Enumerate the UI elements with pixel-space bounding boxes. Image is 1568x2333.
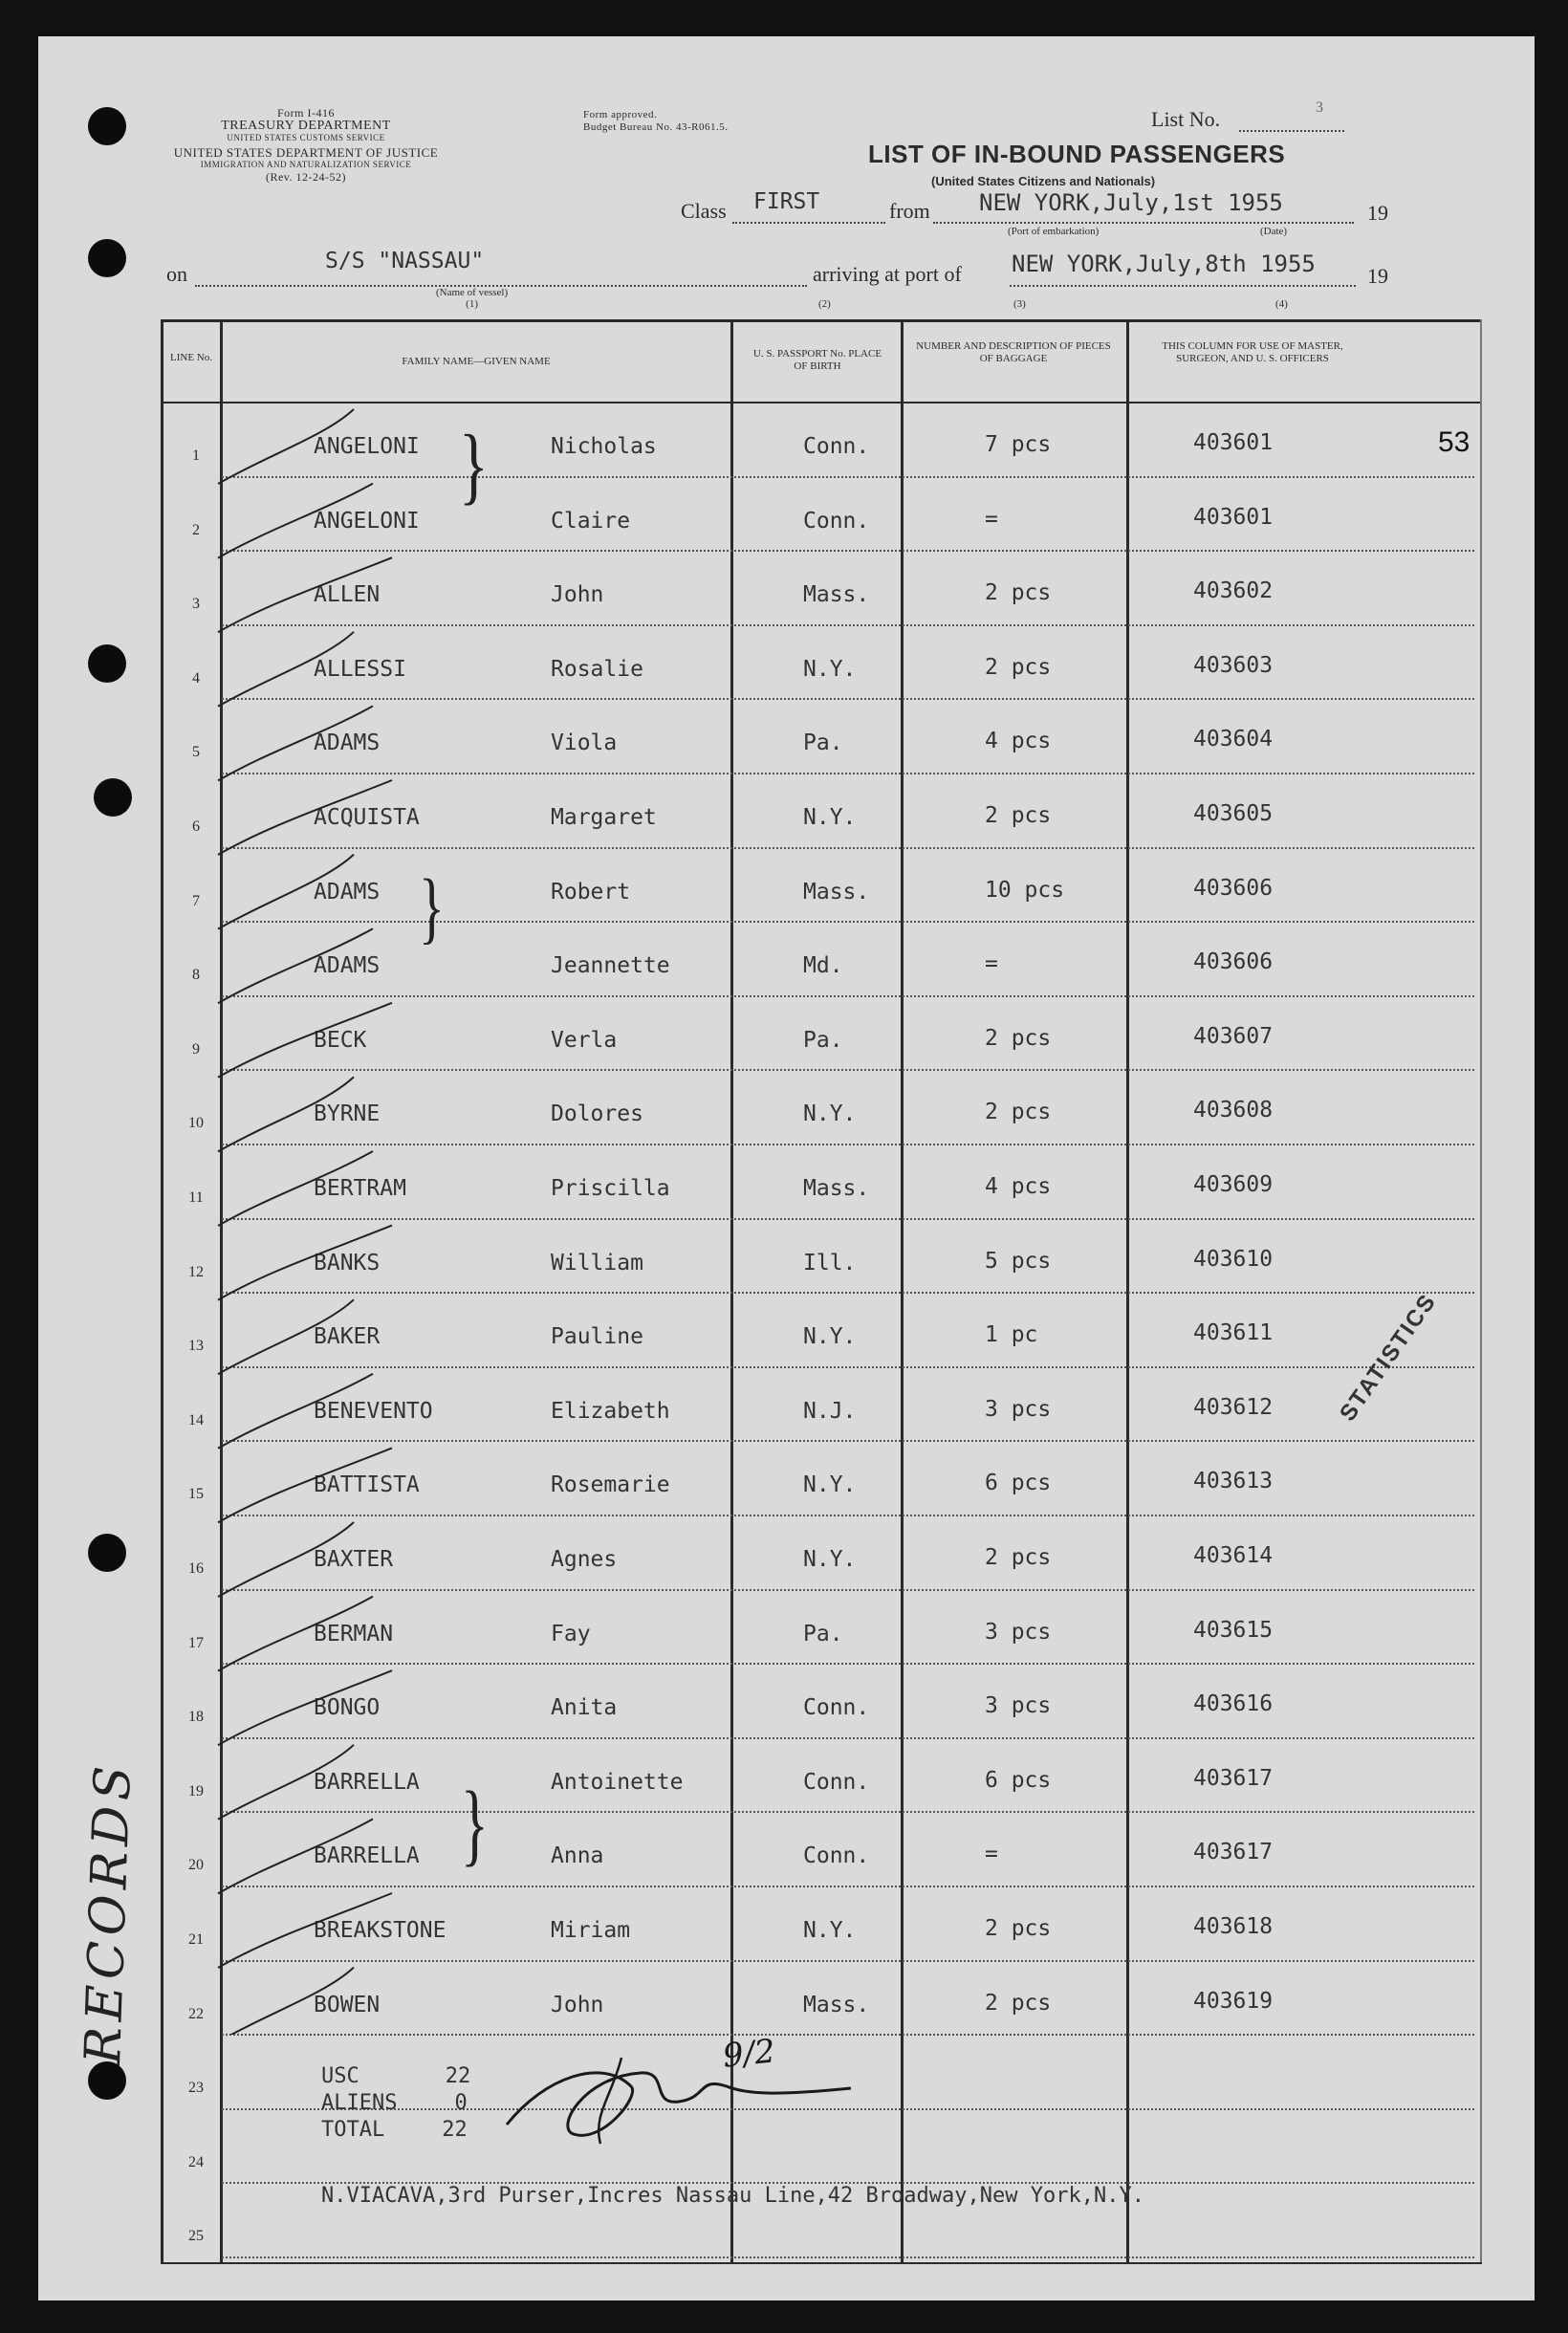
column-four-marker: (4): [1275, 298, 1288, 310]
passenger-given-name: Margaret: [551, 805, 657, 830]
passenger-birthplace: N.Y.: [803, 805, 857, 830]
check-mark: [218, 780, 392, 855]
statistics-stamp: STATISTICS: [1335, 1288, 1442, 1427]
binder-hole: [88, 644, 126, 683]
table-right-border: [1480, 319, 1482, 2264]
passenger-family-name: ADAMS: [314, 879, 381, 905]
col-header-passport: U. S. PASSPORT No. PLACE OF BIRTH: [752, 348, 882, 372]
passenger-given-name: Elizabeth: [551, 1398, 670, 1424]
table-top-border: [163, 319, 1482, 322]
binder-hole: [88, 239, 126, 277]
total-value: 22: [442, 2118, 468, 2142]
check-marks: [210, 390, 555, 2035]
manifest-sheet: [38, 36, 1535, 2300]
passenger-baggage: 4 pcs: [985, 1174, 1052, 1199]
passenger-baggage: 1 pc: [985, 1322, 1038, 1348]
check-mark: [218, 1299, 354, 1374]
passenger-baggage: 2 pcs: [985, 654, 1052, 680]
passenger-ref-number: 403608: [1193, 1098, 1274, 1123]
row-line-number: 16: [188, 1560, 204, 1577]
passenger-given-name: Claire: [551, 508, 631, 534]
passenger-family-name: ADAMS: [314, 730, 381, 756]
page-number: 53: [1438, 426, 1470, 458]
row-line-number: 19: [188, 1782, 204, 1799]
form-approval: [583, 109, 728, 134]
check-mark: [218, 1226, 392, 1300]
officer-signature: [488, 2039, 889, 2153]
passenger-given-name: Anna: [551, 1843, 604, 1869]
check-mark: [218, 484, 373, 558]
passenger-family-name: BENEVENTO: [314, 1398, 433, 1424]
passenger-family-name: ALLEN: [314, 582, 381, 608]
row-line-number: 10: [188, 1115, 204, 1132]
usc-value: 22: [445, 2064, 471, 2088]
passenger-ref-number: 403611: [1193, 1320, 1274, 1346]
passenger-ref-number: 403614: [1193, 1543, 1274, 1568]
list-no-field: [1239, 122, 1344, 132]
binder-hole: [88, 1534, 126, 1572]
passenger-ref-number: 403613: [1193, 1469, 1274, 1494]
passenger-family-name: BAKER: [314, 1324, 381, 1350]
passenger-family-name: BERTRAM: [314, 1176, 406, 1201]
check-mark: [218, 1597, 373, 1671]
passenger-given-name: Rosemarie: [551, 1472, 670, 1498]
vessel-caption-text: (Name of vessel): [436, 287, 509, 298]
passenger-given-name: William: [551, 1250, 643, 1276]
check-mark: [218, 1968, 354, 2035]
passenger-ref-number: 403609: [1193, 1172, 1274, 1197]
passenger-birthplace: N.Y.: [803, 1324, 857, 1350]
passenger-ref-number: 403606: [1193, 949, 1274, 975]
check-mark: [218, 1745, 354, 1820]
fraction-note: 9/2: [721, 2032, 777, 2076]
passenger-ref-number: 403601: [1193, 430, 1274, 455]
arriving-label: arriving at port of: [813, 262, 962, 286]
row-line-number: 23: [188, 2080, 204, 2097]
passenger-family-name: ADAMS: [314, 953, 381, 979]
passenger-given-name: Agnes: [551, 1547, 618, 1572]
totals-block: [321, 2063, 470, 2144]
row-line-number: 24: [188, 2153, 204, 2170]
vessel-caption: [436, 287, 508, 310]
passenger-family-name: BYRNE: [314, 1101, 381, 1127]
passenger-given-name: Pauline: [551, 1324, 643, 1350]
passenger-family-name: BATTISTA: [314, 1472, 420, 1498]
passenger-birthplace: Mass.: [803, 879, 870, 905]
passenger-birthplace: N.Y.: [803, 1101, 857, 1127]
passenger-given-name: Fay: [551, 1621, 591, 1646]
check-mark: [218, 1077, 354, 1151]
row-line-number: 18: [188, 1709, 204, 1726]
row-line-number: 20: [188, 1857, 204, 1874]
passenger-given-name: John: [551, 582, 604, 608]
passenger-ref-number: 403619: [1193, 1988, 1274, 2014]
passenger-given-name: Robert: [551, 879, 631, 905]
passenger-baggage: 4 pcs: [985, 729, 1052, 754]
row-line-number: 3: [192, 596, 200, 613]
arriving-field: [1010, 281, 1356, 287]
budget-number: Budget Bureau No. 43-R061.5.: [583, 121, 729, 133]
totals-aliens: [321, 2090, 470, 2117]
check-mark: [218, 1893, 392, 1968]
passenger-birthplace: Conn.: [803, 434, 870, 459]
class-value: FIRST: [753, 189, 820, 214]
row-line-number: 4: [192, 669, 200, 687]
from-value: NEW YORK,July,1st 1955: [979, 189, 1283, 216]
row-line-number: 21: [188, 1931, 204, 1948]
passenger-birthplace: Conn.: [803, 1843, 870, 1869]
row-line-number: 25: [188, 2228, 204, 2245]
col-header-name: FAMILY NAME—GIVEN NAME: [402, 356, 551, 367]
passenger-baggage: 3 pcs: [985, 1693, 1052, 1719]
check-mark: [218, 632, 354, 707]
row-line-number: 7: [192, 892, 200, 909]
passenger-family-name: ANGELONI: [314, 508, 420, 534]
form-number: Form I-416: [277, 106, 335, 120]
from-field: [933, 218, 1354, 224]
passenger-given-name: Anita: [551, 1695, 618, 1721]
totals-usc: [321, 2063, 470, 2090]
family-brace: }: [459, 417, 489, 512]
passenger-given-name: John: [551, 1992, 604, 2017]
passenger-birthplace: Mass.: [803, 1992, 870, 2017]
form-approved: Form approved.: [583, 109, 658, 120]
passenger-birthplace: Mass.: [803, 1176, 870, 1201]
passenger-birthplace: Ill.: [803, 1250, 857, 1276]
check-mark: [218, 855, 354, 929]
passenger-family-name: BECK: [314, 1027, 367, 1053]
passenger-baggage: 2 pcs: [985, 580, 1052, 606]
binder-hole: [88, 107, 126, 145]
passenger-family-name: BOWEN: [314, 1992, 381, 2017]
passenger-given-name: Viola: [551, 730, 618, 756]
row-line-number: 12: [188, 1263, 204, 1280]
document-subtitle: (United States Citizens and Nationals): [931, 174, 1156, 188]
row-line-number: 14: [188, 1411, 204, 1428]
passenger-baggage: 10 pcs: [985, 877, 1065, 903]
passenger-birthplace: N.Y.: [803, 656, 857, 682]
passenger-birthplace: N.Y.: [803, 1918, 857, 1943]
passenger-ref-number: 403601: [1193, 504, 1274, 530]
passenger-given-name: Nicholas: [551, 434, 657, 459]
col-header-line: LINE No.: [170, 352, 212, 363]
date-caption: (Date): [1260, 226, 1288, 237]
check-mark: [218, 1151, 373, 1226]
passenger-given-name: Miriam: [551, 1918, 631, 1943]
row-line-number: 13: [188, 1338, 204, 1355]
customs-service: UNITED STATES CUSTOMS SERVICE: [227, 133, 385, 142]
row-line-number: 9: [192, 1040, 200, 1057]
passenger-birthplace: Pa.: [803, 730, 843, 756]
passenger-birthplace: Pa.: [803, 1027, 843, 1053]
binder-hole: [94, 778, 132, 817]
row-line-number: 2: [192, 521, 200, 538]
passenger-birthplace: Conn.: [803, 1695, 870, 1721]
check-mark: [218, 1448, 392, 1522]
totals-total: [321, 2117, 470, 2144]
passenger-birthplace: N.Y.: [803, 1472, 857, 1498]
treasury-dept: TREASURY DEPARTMENT: [221, 119, 391, 133]
passenger-ref-number: 403615: [1193, 1617, 1274, 1643]
usc-label: USC: [321, 2064, 359, 2088]
row-divider: [222, 2257, 1474, 2258]
passenger-family-name: BREAKSTONE: [314, 1918, 446, 1943]
class-label: Class: [681, 199, 727, 223]
passenger-birthplace: Conn.: [803, 1769, 870, 1795]
from-year-suffix: 19: [1367, 201, 1388, 225]
passenger-given-name: Antoinette: [551, 1769, 684, 1795]
passenger-ref-number: 403617: [1193, 1765, 1274, 1791]
binder-hole: [88, 2061, 126, 2100]
passenger-baggage: 6 pcs: [985, 1471, 1052, 1496]
check-mark: [218, 706, 373, 780]
passenger-ref-number: 403604: [1193, 727, 1274, 752]
passenger-given-name: Jeannette: [551, 953, 670, 979]
passenger-family-name: BARRELLA: [314, 1843, 420, 1869]
form-header-left: [172, 107, 440, 184]
ins-service: IMMIGRATION AND NATURALIZATION SERVICE: [200, 160, 412, 169]
row-line-number: 15: [188, 1486, 204, 1503]
aliens-value: 0: [454, 2091, 468, 2115]
check-mark: [218, 1374, 373, 1449]
passenger-baggage: 5 pcs: [985, 1248, 1052, 1274]
document-title: LIST OF IN-BOUND PASSENGERS: [868, 140, 1286, 168]
passenger-baggage: 3 pcs: [985, 1396, 1052, 1422]
row-line-number: 6: [192, 818, 200, 835]
passenger-baggage: 2 pcs: [985, 1025, 1052, 1051]
passenger-ref-number: 403610: [1193, 1246, 1274, 1272]
list-no-label: List No.: [1151, 107, 1221, 131]
row-line-number: 11: [188, 1189, 204, 1206]
passenger-birthplace: Md.: [803, 953, 843, 979]
passenger-family-name: BARRELLA: [314, 1769, 420, 1795]
passenger-birthplace: N.Y.: [803, 1547, 857, 1572]
family-brace: }: [419, 863, 445, 953]
passenger-ref-number: 403612: [1193, 1394, 1274, 1420]
passenger-baggage: =: [985, 1842, 998, 1867]
check-mark: [218, 1003, 392, 1078]
total-label: TOTAL: [321, 2118, 385, 2142]
table-bottom-border: [163, 2262, 1482, 2264]
passenger-given-name: Priscilla: [551, 1176, 670, 1201]
row-line-number: 17: [188, 1634, 204, 1651]
passenger-ref-number: 403603: [1193, 652, 1274, 678]
passenger-baggage: 2 pcs: [985, 1916, 1052, 1941]
passenger-family-name: ACQUISTA: [314, 805, 420, 830]
passenger-ref-number: 403617: [1193, 1840, 1274, 1865]
row-line-number: 5: [192, 744, 200, 761]
arriving-value: NEW YORK,July,8th 1955: [1012, 251, 1316, 277]
passenger-baggage: =: [985, 951, 998, 977]
check-mark: [218, 1670, 392, 1745]
passenger-birthplace: N.J.: [803, 1398, 857, 1424]
passenger-ref-number: 403605: [1193, 801, 1274, 826]
passenger-baggage: 2 pcs: [985, 803, 1052, 828]
table-left-border: [161, 319, 163, 2264]
col-header-baggage: NUMBER AND DESCRIPTION OF PIECES OF BAGGAGE: [916, 340, 1111, 364]
passenger-ref-number: 403607: [1193, 1023, 1274, 1049]
port-caption: (Port of embarkation): [1008, 226, 1100, 237]
passenger-given-name: Verla: [551, 1027, 618, 1053]
column-one-marker: (1): [466, 298, 478, 310]
column-two-marker: (2): [818, 298, 831, 310]
passenger-birthplace: Mass.: [803, 582, 870, 608]
revision: (Rev. 12-24-52): [265, 170, 347, 184]
passenger-ref-number: 403618: [1193, 1914, 1274, 1939]
passenger-ref-number: 403616: [1193, 1691, 1274, 1717]
passenger-baggage: 2 pcs: [985, 1100, 1052, 1125]
passenger-family-name: BONGO: [314, 1695, 381, 1721]
passenger-birthplace: Pa.: [803, 1621, 843, 1646]
check-mark: [218, 1522, 354, 1597]
passenger-ref-number: 403606: [1193, 875, 1274, 901]
passenger-baggage: 6 pcs: [985, 1767, 1052, 1793]
passenger-family-name: BAXTER: [314, 1547, 394, 1572]
row-line-number: 1: [192, 447, 200, 464]
passenger-baggage: 3 pcs: [985, 1619, 1052, 1645]
aliens-label: ALIENS: [321, 2091, 398, 2115]
row-line-number: 22: [188, 2005, 204, 2022]
column-three-marker: (3): [1013, 298, 1026, 310]
passenger-ref-number: 403602: [1193, 578, 1274, 604]
check-mark: [218, 928, 373, 1003]
list-no-value: 3: [1316, 99, 1323, 116]
row-line-number: 8: [192, 967, 200, 984]
passenger-given-name: Rosalie: [551, 656, 643, 682]
records-margin-note: RECORDS: [75, 1759, 143, 2066]
check-mark: [218, 409, 354, 484]
on-label: on: [166, 262, 187, 286]
passenger-family-name: BERMAN: [314, 1621, 394, 1646]
passenger-family-name: BANKS: [314, 1250, 381, 1276]
passenger-given-name: Dolores: [551, 1101, 643, 1127]
check-mark: [218, 557, 392, 632]
justice-dept: UNITED STATES DEPARTMENT OF JUSTICE: [173, 145, 439, 160]
from-label: from: [889, 199, 930, 223]
passenger-family-name: ANGELONI: [314, 434, 420, 459]
vessel-value: S/S "NASSAU": [325, 249, 485, 273]
passenger-baggage: =: [985, 506, 998, 532]
purser-line: N.VIACAVA,3rd Purser,Incres Nassau Line,42 Broadway,New York,N.Y.: [321, 2184, 1144, 2208]
col-header-officers: THIS COLUMN FOR USE OF MASTER, SURGEON, AND U. S. OFFICERS: [1162, 340, 1343, 364]
check-mark: [218, 1819, 373, 1893]
passenger-baggage: 2 pcs: [985, 1990, 1052, 2016]
class-field: [732, 218, 885, 224]
arriving-year-suffix: 19: [1367, 264, 1388, 288]
passenger-baggage: 7 pcs: [985, 432, 1052, 457]
passenger-baggage: 2 pcs: [985, 1545, 1052, 1570]
passenger-birthplace: Conn.: [803, 508, 870, 534]
family-brace: }: [461, 1773, 489, 1875]
passenger-family-name: ALLESSI: [314, 656, 406, 682]
